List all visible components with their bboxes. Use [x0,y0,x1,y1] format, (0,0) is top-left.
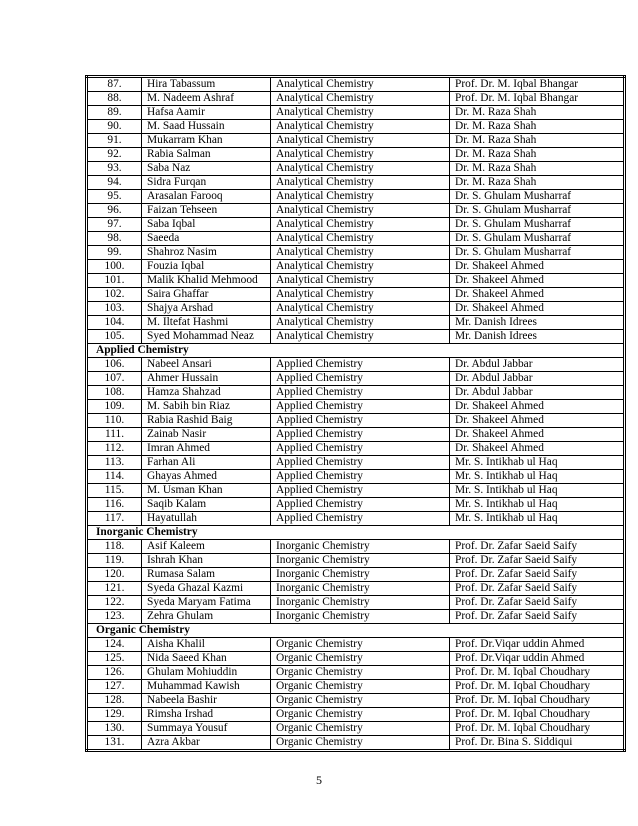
table-row [87,428,625,442]
supervisor-cell: Prof. Dr. Zafar Saeid Saify [450,610,625,624]
serial-number-cell: 131. [87,736,142,751]
table-row [87,232,625,246]
table-row [87,316,625,330]
student-name-cell: Imran Ahmed [142,442,271,456]
serial-number-cell: 99. [87,246,142,260]
department-cell: Applied Chemistry [271,498,450,512]
supervisor-cell: Prof. Dr.Viqar uddin Ahmed [450,638,625,652]
student-name-cell: Sidra Furqan [142,176,271,190]
supervisor-cell: Dr. Shakeel Ahmed [450,288,625,302]
table-row [87,218,625,232]
serial-number-cell: 120. [87,568,142,582]
department-cell: Applied Chemistry [271,456,450,470]
department-cell: Analytical Chemistry [271,232,450,246]
supervisor-cell: Dr. M. Raza Shah [450,106,625,120]
table-row [87,708,625,722]
supervisor-cell: Dr. S. Ghulam Musharraf [450,246,625,260]
student-name-cell: Azra Akbar [142,736,271,751]
student-name-cell: Asif Kaleem [142,540,271,554]
table-row [87,498,625,512]
student-name-cell: Mukarram Khan [142,134,271,148]
student-name-cell: Summaya Yousuf [142,722,271,736]
serial-number-cell: 116. [87,498,142,512]
student-name-cell: Arasalan Farooq [142,190,271,204]
supervisor-cell: Prof. Dr. M. Iqbal Choudhary [450,680,625,694]
serial-number-cell: 128. [87,694,142,708]
student-name-cell: Hamza Shahzad [142,386,271,400]
serial-number-cell: 98. [87,232,142,246]
student-name-cell: Ghulam Mohiuddin [142,666,271,680]
student-name-cell: Rabia Salman [142,148,271,162]
department-cell: Organic Chemistry [271,708,450,722]
serial-number-cell: 113. [87,456,142,470]
department-cell: Applied Chemistry [271,428,450,442]
supervisor-cell: Mr. S. Intikhab ul Haq [450,470,625,484]
department-cell: Analytical Chemistry [271,288,450,302]
department-cell: Analytical Chemistry [271,302,450,316]
department-cell: Organic Chemistry [271,694,450,708]
student-table-body [87,77,625,751]
department-cell: Analytical Chemistry [271,77,450,92]
section-header: Applied Chemistry [87,344,625,358]
table-row [87,652,625,666]
table-row [87,330,625,344]
student-name-cell: Faizan Tehseen [142,204,271,218]
student-name-cell: M. Nadeem Ashraf [142,92,271,106]
supervisor-cell: Dr. S. Ghulam Musharraf [450,218,625,232]
supervisor-cell: Dr. Shakeel Ahmed [450,442,625,456]
table-row [87,736,625,751]
serial-number-cell: 114. [87,470,142,484]
table-row [87,288,625,302]
supervisor-cell: Prof. Dr. Bina S. Siddiqui [450,736,625,751]
student-name-cell: Muhammad Kawish [142,680,271,694]
student-name-cell: M. Sabih bin Riaz [142,400,271,414]
supervisor-cell: Dr. Abdul Jabbar [450,358,625,372]
student-name-cell: Shahroz Nasim [142,246,271,260]
supervisor-cell: Prof. Dr. Zafar Saeid Saify [450,596,625,610]
serial-number-cell: 103. [87,302,142,316]
student-name-cell: Rumasa Salam [142,568,271,582]
section-header-row [87,624,625,638]
student-name-cell: Hafsa Aamir [142,106,271,120]
serial-number-cell: 93. [87,162,142,176]
student-name-cell: Aisha Khalil [142,638,271,652]
table-row [87,176,625,190]
department-cell: Organic Chemistry [271,638,450,652]
table-row [87,540,625,554]
department-cell: Analytical Chemistry [271,106,450,120]
supervisor-cell: Prof. Dr. M. Iqbal Bhangar [450,92,625,106]
supervisor-cell: Dr. Shakeel Ahmed [450,302,625,316]
table-row [87,204,625,218]
supervisor-cell: Dr. Abdul Jabbar [450,386,625,400]
department-cell: Inorganic Chemistry [271,596,450,610]
table-row [87,722,625,736]
supervisor-cell: Dr. M. Raza Shah [450,148,625,162]
table-row [87,358,625,372]
serial-number-cell: 90. [87,120,142,134]
department-cell: Analytical Chemistry [271,316,450,330]
student-name-cell: Malik Khalid Mehmood [142,274,271,288]
serial-number-cell: 125. [87,652,142,666]
serial-number-cell: 130. [87,722,142,736]
table-row [87,568,625,582]
table-row [87,456,625,470]
table-row [87,610,625,624]
serial-number-cell: 123. [87,610,142,624]
supervisor-cell: Dr. Shakeel Ahmed [450,274,625,288]
department-cell: Analytical Chemistry [271,204,450,218]
student-name-cell: Fouzia Iqbal [142,260,271,274]
page-number: 5 [316,773,322,787]
department-cell: Inorganic Chemistry [271,582,450,596]
table-row [87,190,625,204]
student-table [85,75,626,752]
department-cell: Organic Chemistry [271,680,450,694]
serial-number-cell: 96. [87,204,142,218]
department-cell: Organic Chemistry [271,652,450,666]
student-name-cell: M. Saad Hussain [142,120,271,134]
student-name-cell: Zehra Ghulam [142,610,271,624]
serial-number-cell: 89. [87,106,142,120]
supervisor-cell: Dr. S. Ghulam Musharraf [450,204,625,218]
serial-number-cell: 107. [87,372,142,386]
department-cell: Applied Chemistry [271,470,450,484]
student-name-cell: Saira Ghaffar [142,288,271,302]
serial-number-cell: 95. [87,190,142,204]
table-row [87,246,625,260]
serial-number-cell: 122. [87,596,142,610]
department-cell: Applied Chemistry [271,484,450,498]
serial-number-cell: 109. [87,400,142,414]
table-row [87,120,625,134]
supervisor-cell: Prof. Dr.Viqar uddin Ahmed [450,652,625,666]
supervisor-cell: Mr. S. Intikhab ul Haq [450,456,625,470]
department-cell: Analytical Chemistry [271,260,450,274]
supervisor-cell: Dr. M. Raza Shah [450,162,625,176]
supervisor-cell: Prof. Dr. M. Iqbal Choudhary [450,694,625,708]
table-row [87,554,625,568]
table-row [87,666,625,680]
serial-number-cell: 110. [87,414,142,428]
serial-number-cell: 121. [87,582,142,596]
department-cell: Analytical Chemistry [271,120,450,134]
table-row [87,470,625,484]
student-name-cell: Saba Naz [142,162,271,176]
department-cell: Applied Chemistry [271,358,450,372]
serial-number-cell: 126. [87,666,142,680]
supervisor-cell: Mr. S. Intikhab ul Haq [450,512,625,526]
serial-number-cell: 124. [87,638,142,652]
department-cell: Analytical Chemistry [271,176,450,190]
department-cell: Analytical Chemistry [271,92,450,106]
supervisor-cell: Dr. S. Ghulam Musharraf [450,190,625,204]
serial-number-cell: 94. [87,176,142,190]
department-cell: Inorganic Chemistry [271,610,450,624]
department-cell: Applied Chemistry [271,414,450,428]
table-row [87,694,625,708]
table-row [87,134,625,148]
student-name-cell: Ghayas Ahmed [142,470,271,484]
table-row [87,162,625,176]
table-row [87,680,625,694]
student-name-cell: Farhan Ali [142,456,271,470]
table-row [87,106,625,120]
section-header-row [87,526,625,540]
serial-number-cell: 87. [87,77,142,92]
department-cell: Organic Chemistry [271,666,450,680]
department-cell: Analytical Chemistry [271,274,450,288]
department-cell: Applied Chemistry [271,512,450,526]
table-row [87,372,625,386]
table-row [87,400,625,414]
supervisor-cell: Mr. Danish Idrees [450,316,625,330]
table-row [87,260,625,274]
student-name-cell: Syeda Ghazal Kazmi [142,582,271,596]
table-row [87,512,625,526]
supervisor-cell: Prof. Dr. Zafar Saeid Saify [450,540,625,554]
supervisor-cell: Dr. Shakeel Ahmed [450,260,625,274]
serial-number-cell: 111. [87,428,142,442]
department-cell: Analytical Chemistry [271,246,450,260]
student-name-cell: Hira Tabassum [142,77,271,92]
serial-number-cell: 104. [87,316,142,330]
supervisor-cell: Prof. Dr. Zafar Saeid Saify [450,582,625,596]
serial-number-cell: 88. [87,92,142,106]
student-name-cell: Ishrah Khan [142,554,271,568]
section-header: Inorganic Chemistry [87,526,625,540]
student-name-cell: Nida Saeed Khan [142,652,271,666]
department-cell: Analytical Chemistry [271,330,450,344]
supervisor-cell: Prof. Dr. Zafar Saeid Saify [450,568,625,582]
department-cell: Analytical Chemistry [271,190,450,204]
department-cell: Inorganic Chemistry [271,554,450,568]
table-row [87,596,625,610]
serial-number-cell: 108. [87,386,142,400]
table-row [87,582,625,596]
serial-number-cell: 100. [87,260,142,274]
department-cell: Applied Chemistry [271,372,450,386]
student-name-cell: Nabeela Bashir [142,694,271,708]
supervisor-cell: Prof. Dr. M. Iqbal Bhangar [450,77,625,92]
supervisor-cell: Dr. M. Raza Shah [450,134,625,148]
supervisor-cell: Prof. Dr. M. Iqbal Choudhary [450,666,625,680]
table-row [87,442,625,456]
supervisor-cell: Dr. Shakeel Ahmed [450,400,625,414]
supervisor-cell: Dr. M. Raza Shah [450,176,625,190]
table-row [87,77,625,92]
serial-number-cell: 118. [87,540,142,554]
serial-number-cell: 105. [87,330,142,344]
supervisor-cell: Prof. Dr. M. Iqbal Choudhary [450,708,625,722]
table-row [87,484,625,498]
student-name-cell: M. Usman Khan [142,484,271,498]
department-cell: Analytical Chemistry [271,148,450,162]
serial-number-cell: 92. [87,148,142,162]
department-cell: Analytical Chemistry [271,134,450,148]
serial-number-cell: 97. [87,218,142,232]
serial-number-cell: 129. [87,708,142,722]
table-row [87,302,625,316]
department-cell: Analytical Chemistry [271,218,450,232]
student-name-cell: Syed Mohammad Neaz [142,330,271,344]
serial-number-cell: 106. [87,358,142,372]
department-cell: Organic Chemistry [271,722,450,736]
serial-number-cell: 119. [87,554,142,568]
serial-number-cell: 101. [87,274,142,288]
table-row [87,92,625,106]
table-row [87,274,625,288]
supervisor-cell: Dr. Shakeel Ahmed [450,414,625,428]
supervisor-cell: Mr. S. Intikhab ul Haq [450,484,625,498]
department-cell: Applied Chemistry [271,400,450,414]
table-row [87,414,625,428]
serial-number-cell: 115. [87,484,142,498]
supervisor-cell: Mr. S. Intikhab ul Haq [450,498,625,512]
student-name-cell: Nabeel Ansari [142,358,271,372]
department-cell: Applied Chemistry [271,386,450,400]
student-name-cell: Saeeda [142,232,271,246]
supervisor-cell: Dr. S. Ghulam Musharraf [450,232,625,246]
student-name-cell: M. Iltefat Hashmi [142,316,271,330]
department-cell: Inorganic Chemistry [271,568,450,582]
student-name-cell: Zainab Nasir [142,428,271,442]
table-row [87,386,625,400]
student-name-cell: Ahmer Hussain [142,372,271,386]
department-cell: Organic Chemistry [271,736,450,751]
student-name-cell: Rimsha Irshad [142,708,271,722]
supervisor-cell: Mr. Danish Idrees [450,330,625,344]
serial-number-cell: 91. [87,134,142,148]
serial-number-cell: 127. [87,680,142,694]
student-name-cell: Saba Iqbal [142,218,271,232]
serial-number-cell: 117. [87,512,142,526]
supervisor-cell: Prof. Dr. M. Iqbal Choudhary [450,722,625,736]
section-header: Organic Chemistry [87,624,625,638]
serial-number-cell: 102. [87,288,142,302]
table-row [87,638,625,652]
table-row [87,148,625,162]
student-name-cell: Rabia Rashid Baig [142,414,271,428]
department-cell: Analytical Chemistry [271,162,450,176]
student-name-cell: Syeda Maryam Fatima [142,596,271,610]
department-cell: Applied Chemistry [271,442,450,456]
student-name-cell: Shajya Arshad [142,302,271,316]
supervisor-cell: Dr. Shakeel Ahmed [450,428,625,442]
student-name-cell: Saqib Kalam [142,498,271,512]
student-name-cell: Hayatullah [142,512,271,526]
department-cell: Inorganic Chemistry [271,540,450,554]
supervisor-cell: Dr. Abdul Jabbar [450,372,625,386]
supervisor-cell: Dr. M. Raza Shah [450,120,625,134]
serial-number-cell: 112. [87,442,142,456]
section-header-row [87,344,625,358]
supervisor-cell: Prof. Dr. Zafar Saeid Saify [450,554,625,568]
